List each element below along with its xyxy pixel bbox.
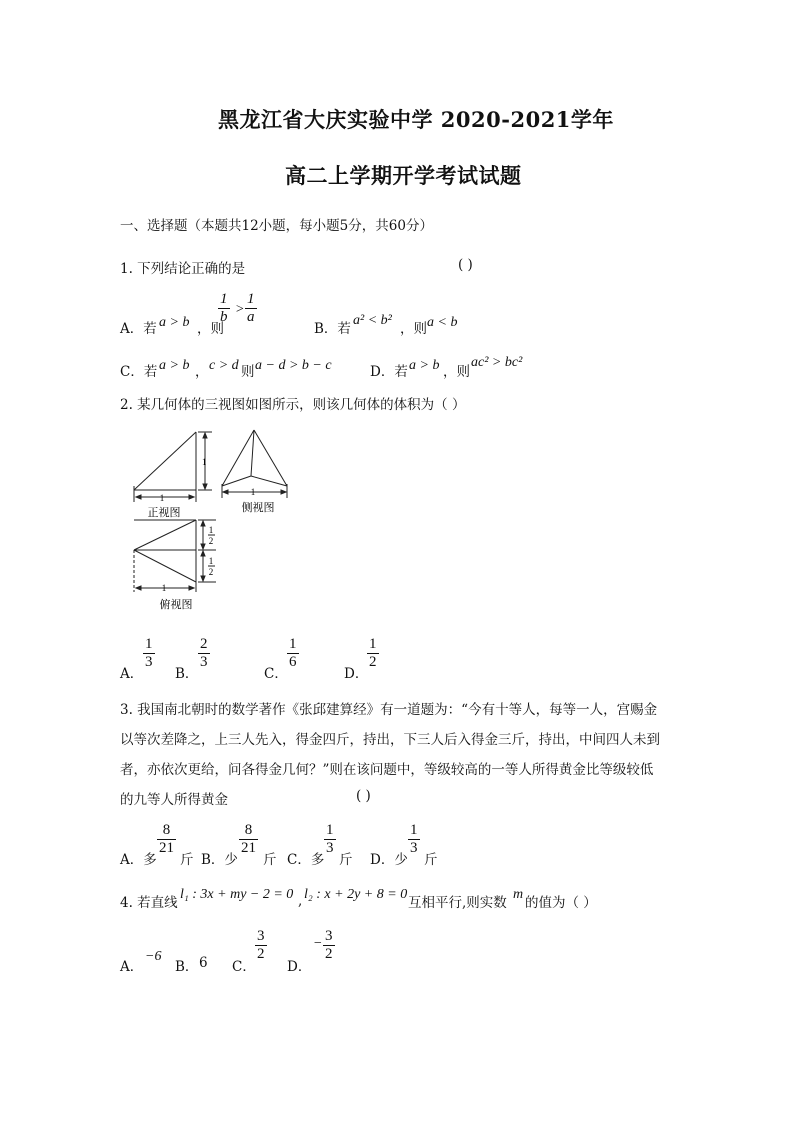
q3-text-line-1: 3. 我国南北朝时的数学著作《张邱建算经》有一道题为：“今有十等人，每等一人，宫赐金 — [120, 702, 658, 718]
q4-stem-prefix: 4. 若直线 — [120, 895, 178, 911]
q1-option-a-gt: > — [235, 302, 245, 317]
front-view-height-label: 1 — [202, 457, 207, 467]
q1-option-c-separator: ， — [195, 364, 209, 380]
q3-option-d-label: D．少 — [370, 852, 408, 868]
q4-option-d-fraction: $\frac{3}{2}$ — [325, 928, 333, 962]
q4-line-l1: l₁ : 3x + my − 2 = 0 — [180, 887, 294, 902]
top-view-half-lower-den: 2 — [208, 567, 214, 577]
q1-option-d-condition: a > b — [409, 358, 440, 373]
q2-stem: 2. 某几何体的三视图如图所示，则该几何体的体积为（ ） — [120, 397, 466, 413]
q1-answer-paren: ( ) — [458, 257, 473, 273]
top-view-half-upper-num: 1 — [208, 525, 214, 535]
q4-option-b-label: B． — [175, 959, 199, 975]
q3-text-line-2: 以等次差降之，上三人先入，得金四斤，持出，下三人后入得金三斤，持出，中间四人未到 — [120, 732, 660, 748]
q3-option-d-unit: 斤 — [424, 852, 438, 868]
top-view — [134, 520, 216, 592]
q2-option-b-label: B． — [175, 666, 199, 682]
top-view-caption: 俯视图 — [159, 599, 193, 611]
q1-option-c-condition-1: a > b — [159, 358, 190, 373]
q4-option-d-label: D． — [287, 959, 312, 975]
q3-option-c-label: C．多 — [287, 852, 325, 868]
top-view-width-label: 1 — [161, 583, 167, 593]
page-title-line2: 高二上学期开学考试试题 — [285, 163, 522, 188]
q3-option-c-fraction: $\frac{1}{3}$ — [326, 822, 334, 856]
q1-option-c-label: C．若 — [120, 364, 158, 380]
q4-option-c-fraction: $\frac{3}{2}$ — [257, 928, 265, 962]
q1-option-a-fraction-left: $\frac{1}{b}$ — [220, 291, 228, 325]
q4-option-a-label: A． — [120, 959, 144, 975]
q1-option-b-then: ，则 — [400, 321, 427, 337]
q3-text-line-3: 者，亦依次更给，问各得金几何？”则在该问题中，等级较高的一等人所得黄金比等级较低 — [120, 762, 654, 778]
q1-option-d-then: ，则 — [443, 364, 470, 380]
section-heading: 一、选择题（本题共12小题，每小题5分，共60分） — [120, 218, 433, 234]
q3-option-b-label: B．少 — [201, 852, 238, 868]
q3-answer-paren: ( ) — [356, 788, 371, 804]
q4-line-l2: l₂ : x + 2y + 8 = 0 — [304, 887, 408, 902]
side-view-width-label: 1 — [250, 487, 256, 497]
q3-option-d-fraction: $\frac{1}{3}$ — [410, 822, 418, 856]
q3-option-a-label: A．多 — [120, 852, 157, 868]
q1-option-a-label: A．若 — [120, 321, 157, 337]
q4-option-b-value: 6 — [199, 955, 208, 971]
q4-stem-suffix: 的值为（ ） — [525, 895, 597, 911]
q4-variable-m: m — [513, 887, 524, 902]
three-view-figure — [120, 420, 300, 616]
q3-text-line-4: 的九等人所得黄金 — [120, 792, 228, 808]
q1-option-d-result: ac² > bc² — [471, 355, 523, 370]
q1-option-a-condition: a > b — [159, 315, 190, 330]
q2-option-d-fraction: $\frac{1}{2}$ — [369, 636, 377, 670]
q2-option-a-fraction: $\frac{1}{3}$ — [145, 636, 153, 670]
top-view-half-upper-den: 2 — [208, 536, 214, 546]
q3-option-a-unit: 斤 — [180, 852, 194, 868]
q1-option-b-label: B．若 — [314, 321, 351, 337]
q3-option-b-unit: 斤 — [263, 852, 277, 868]
q2-option-c-label: C． — [264, 666, 288, 682]
q4-option-c-label: C． — [232, 959, 256, 975]
q1-option-c-result: a − d > b − c — [255, 358, 332, 373]
q3-option-c-unit: 斤 — [339, 852, 353, 868]
q1-option-d-label: D．若 — [370, 364, 408, 380]
top-view-half-lower-num: 1 — [208, 556, 214, 566]
q2-option-b-fraction: $\frac{2}{3}$ — [200, 636, 208, 670]
q2-option-c-fraction: $\frac{1}{6}$ — [289, 636, 297, 670]
q1-option-b-result: a < b — [427, 315, 458, 330]
q3-option-a-fraction: $\frac{8}{21}$ — [159, 822, 174, 856]
q1-option-c-condition-2: c > d — [209, 358, 239, 373]
q1-option-c-then: 则 — [241, 364, 255, 380]
q3-option-b-fraction: $\frac{8}{21}$ — [241, 822, 256, 856]
q1-option-b-condition: a² < b² — [353, 313, 392, 328]
q4-option-d-minus: − — [313, 936, 323, 951]
q4-comma: , — [298, 893, 303, 909]
q4-stem-middle: 互相平行,则实数 — [408, 895, 507, 911]
q1-stem: 1. 下列结论正确的是 — [120, 261, 246, 277]
q2-option-a-label: A． — [120, 666, 144, 682]
q1-option-a-fraction-right: $\frac{1}{a}$ — [247, 291, 255, 325]
front-view — [134, 432, 212, 502]
q1-option-a-then: ，则 — [197, 321, 224, 337]
side-view-caption: 侧视图 — [241, 502, 275, 514]
q2-option-d-label: D． — [344, 666, 369, 682]
q4-option-a-value: −6 — [145, 949, 162, 964]
page-title-line1: 黑龙江省大庆实验中学 2020-2021学年 — [218, 107, 614, 132]
front-view-caption: 正视图 — [147, 507, 181, 519]
front-view-width-label: 1 — [159, 493, 165, 503]
